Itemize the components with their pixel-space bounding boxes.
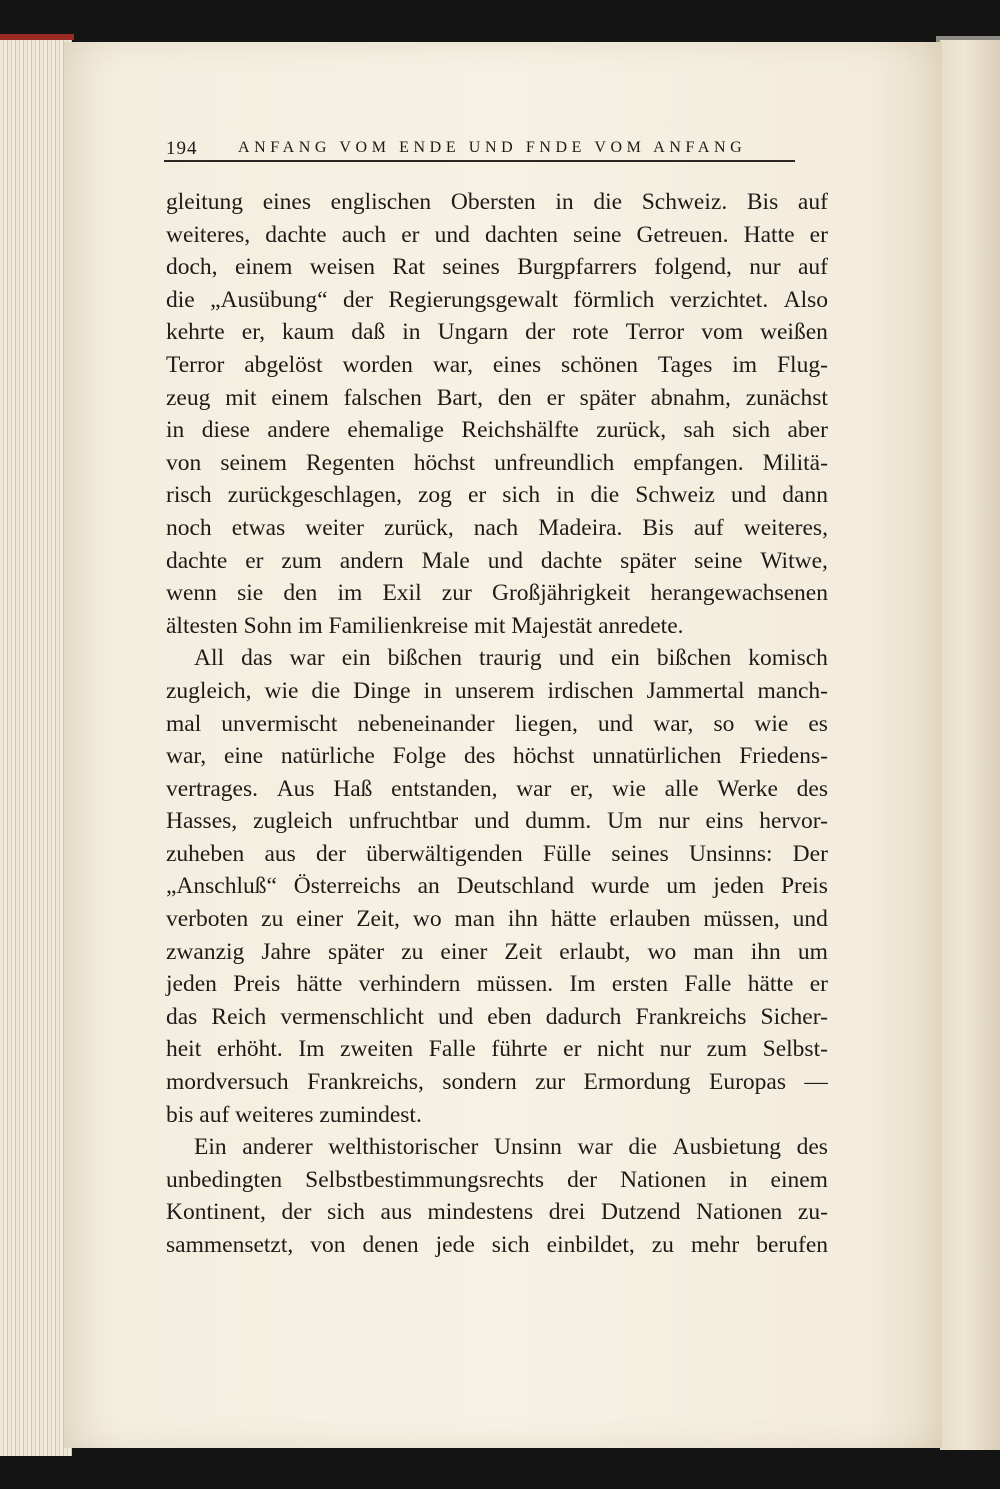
text-line: Kontinent, der sich aus mindestens drei Dutzend Nationen zu- bbox=[166, 1199, 828, 1226]
text-line: war, eine natürliche Folge des höchst unnatürlichen Friedens- bbox=[166, 743, 828, 770]
text-line: mordversuch Frankreichs, sondern zur Ermordung Europas — bbox=[166, 1069, 828, 1096]
next-page-leaf bbox=[940, 40, 1000, 1450]
text-line: doch, einem weisen Rat seines Burgpfarrers folgend, nur auf bbox=[166, 254, 828, 281]
text-line: gleitung eines englischen Obersten in die Schweiz. Bis auf bbox=[166, 189, 828, 215]
text-line: Hasses, zugleich unfruchtbar und dumm. Um nur eins hervor- bbox=[166, 808, 828, 835]
text-line: vertrages. Aus Haß entstanden, war er, wie alle Werke des bbox=[166, 775, 828, 802]
text-line: zugleich, wie die Dinge in unserem irdischen Jammertal manch- bbox=[166, 677, 828, 704]
stacked-page-edges bbox=[0, 36, 72, 1456]
body-text bbox=[166, 186, 828, 1262]
text-line: das Reich vermenschlicht und eben dadurch Frankreichs Sicher- bbox=[166, 1003, 828, 1030]
text-line: jeden Preis hätte verhindern müssen. Im ersten Falle hätte er bbox=[166, 971, 828, 998]
text-line: Terror abgelöst worden war, eines schönen Tages im Flug- bbox=[166, 351, 828, 378]
text-line: die „Ausübung“ der Regierungsgewalt förmlich verzichtet. Also bbox=[166, 286, 828, 313]
text-line: sammensetzt, von denen jede sich einbildet, zu mehr berufen bbox=[166, 1232, 828, 1258]
page-number: 194 bbox=[166, 138, 198, 159]
text-line: bis auf weiteres zumindest. bbox=[166, 1101, 422, 1128]
red-top-edge bbox=[0, 34, 74, 40]
paragraph bbox=[166, 186, 828, 642]
text-line: Ein anderer welthistorischer Unsinn war die Ausbietung des bbox=[194, 1134, 828, 1161]
text-line: von seinem Regenten höchst unfreundlich empfangen. Militä- bbox=[166, 449, 828, 476]
text-line: unbedingten Selbstbestimmungsrechts der Nationen in einem bbox=[166, 1166, 828, 1193]
paragraph bbox=[166, 1131, 828, 1261]
text-line: mal unvermischt nebeneinander liegen, und war, so wie es bbox=[166, 710, 828, 737]
text-line: risch zurückgeschlagen, zog er sich in die Schweiz und dann bbox=[166, 482, 828, 509]
text-line: ältesten Sohn im Familienkreise mit Majestät anredete. bbox=[166, 612, 684, 639]
text-line: dachte er zum andern Male und dachte später seine Witwe, bbox=[166, 547, 828, 574]
text-line: zwanzig Jahre später zu einer Zeit erlaubt, wo man ihn um bbox=[166, 938, 828, 965]
text-line: kehrte er, kaum daß in Ungarn der rote Terror vom weißen bbox=[166, 319, 828, 346]
text-line: verboten zu einer Zeit, wo man ihn hätte erlauben müssen, und bbox=[166, 906, 828, 933]
text-line: weiteres, dachte auch er und dachten seine Getreuen. Hatte er bbox=[166, 221, 828, 248]
text-line: noch etwas weiter zurück, nach Madeira. Bis auf weiteres, bbox=[166, 514, 828, 541]
text-line: heit erhöht. Im zweiten Falle führte er nicht nur zum Selbst- bbox=[166, 1036, 828, 1063]
text-line: All das war ein bißchen traurig und ein bißchen komisch bbox=[194, 645, 828, 672]
text-line: wenn sie den im Exil zur Großjährigkeit herangewachsenen bbox=[166, 580, 828, 607]
text-line: zuheben aus der überwältigenden Fülle seines Unsinns: Der bbox=[166, 840, 828, 867]
text-line: zeug mit einem falschen Bart, den er später abnahm, zunächst bbox=[166, 384, 828, 411]
text-line: „Anschluß“ Österreichs an Deutschland wurde um jeden Preis bbox=[166, 873, 828, 900]
header-rule bbox=[164, 160, 795, 162]
running-title: ANFANG VOM ENDE UND FNDE VOM ANFANG bbox=[238, 139, 747, 156]
paragraph bbox=[166, 642, 828, 1131]
text-line: in diese andere ehemalige Reichshälfte zurück, sah sich aber bbox=[166, 417, 828, 444]
